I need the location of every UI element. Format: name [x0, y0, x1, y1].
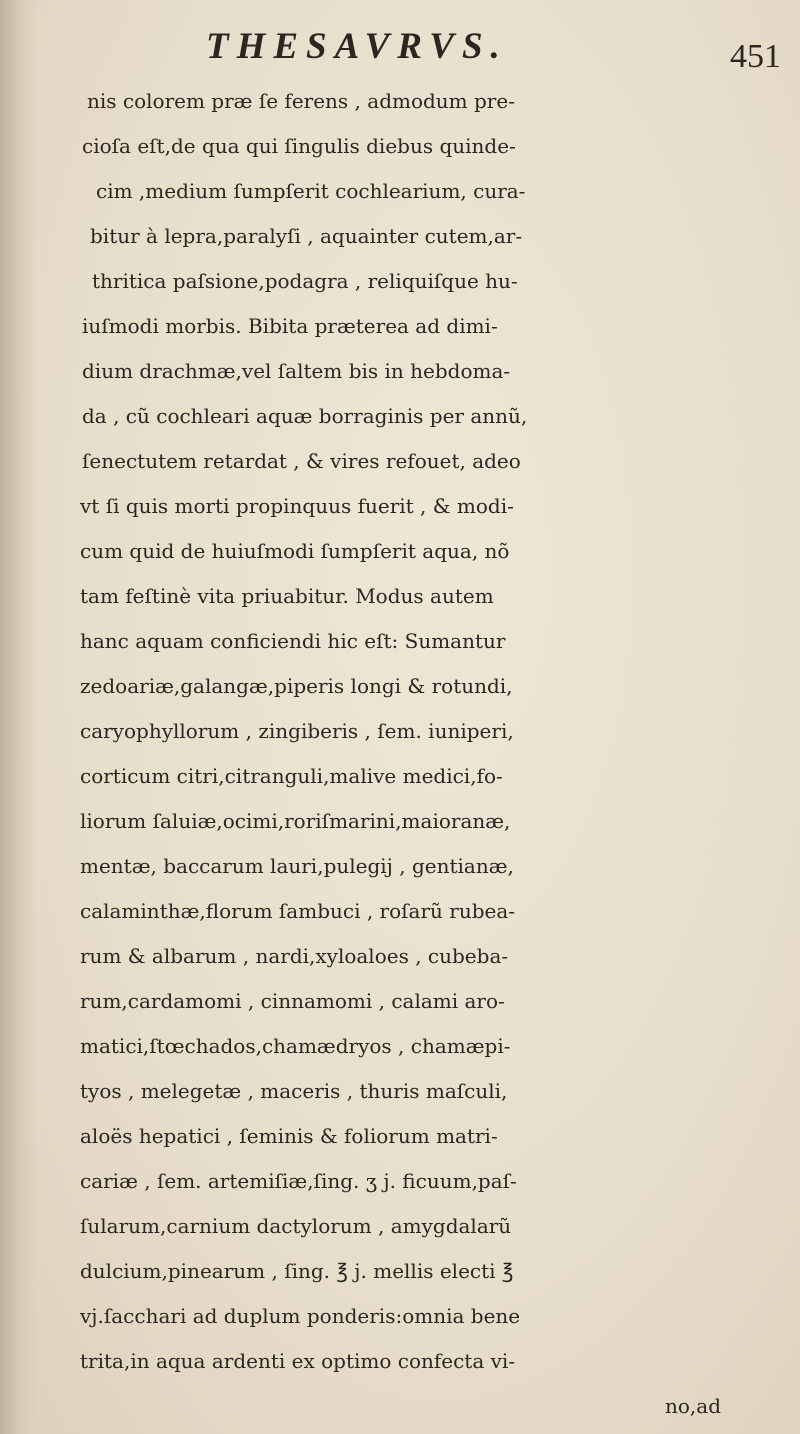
text-line: ſenectutem retardat , & vires refouet, adeo	[82, 449, 521, 473]
text-line: cariæ , ſem. artemiſiæ,ſing. ʒ j. ficuum,paſ-	[80, 1169, 517, 1193]
text-line: matici,ſtœchados,chamædryos , chamæpi-	[80, 1034, 511, 1058]
text-line: hanc aquam conficiendi hic eſt: Sumantur	[80, 629, 506, 653]
text-line: calaminthæ,florum ſambuci , roſarũ rubea-	[80, 899, 516, 923]
text-line: cim ,medium ſumpſerit cochlearium, cura-	[96, 179, 526, 203]
text-line: cioſa eſt,de qua qui ſingulis diebus quinde-	[82, 134, 516, 158]
text-line: bitur à lepra,paralyſi , aquainter cutem,ar-	[90, 224, 523, 248]
text-line: dulcium,pinearum , ſing. ℥ j. mellis electi ℥	[80, 1259, 514, 1283]
text-line: mentæ, baccarum lauri,pulegij , gentianæ,	[80, 854, 514, 878]
text-line: no,ad	[665, 1394, 722, 1418]
page-gutter-shadow	[0, 0, 38, 1434]
text-line: rum,cardamomi , cinnamomi , calami aro-	[80, 989, 505, 1013]
text-line: tyos , melegetæ , maceris , thuris maſculi,	[80, 1079, 508, 1103]
text-line: thritica paſsione,podagra , reliquiſque hu-	[92, 269, 518, 293]
text-line: tam feſtinè vita priuabitur. Modus autem	[80, 584, 494, 608]
text-line: liorum ſaluiæ,ocimi,roriſmarini,maioranæ,	[80, 809, 511, 833]
text-line: da , cũ cochleari aquæ borraginis per annũ,	[82, 404, 528, 428]
text-line: caryophyllorum , zingiberis , ſem. iuniperi,	[80, 719, 514, 743]
text-line: nis colorem præ ſe ferens , admodum pre-	[87, 89, 515, 113]
text-line: corticum citri,citranguli,malive medici,fo-	[80, 764, 503, 788]
text-line: rum & albarum , nardi,xyloaloes , cubeba-	[80, 944, 509, 968]
running-title: THESAVRVS.	[206, 26, 508, 67]
text-line: iuſmodi morbis. Bibita præterea ad dimi-	[82, 314, 498, 338]
text-line: cum quid de huiuſmodi ſumpſerit aqua, nõ	[80, 539, 510, 563]
text-line: zedoariæ,galangæ,piperis longi & rotundi,	[80, 674, 513, 698]
page-header	[0, 22, 800, 75]
text-line: ſularum,carnium dactylorum , amygdalarũ	[80, 1214, 512, 1238]
text-line: aloës hepatici , ſeminis & foliorum matri-	[80, 1124, 498, 1148]
page-number: 451	[730, 38, 781, 75]
text-line: trita,in aqua ardenti ex optimo confecta vi-	[80, 1349, 516, 1373]
text-line: vj.ſacchari ad duplum ponderis:omnia bene	[80, 1304, 521, 1328]
text-line: dium drachmæ,vel ſaltem bis in hebdoma-	[82, 359, 511, 383]
text-line: vt ſi quis morti propinquus fuerit , & modi-	[80, 494, 514, 518]
body-text	[40, 79, 800, 1429]
